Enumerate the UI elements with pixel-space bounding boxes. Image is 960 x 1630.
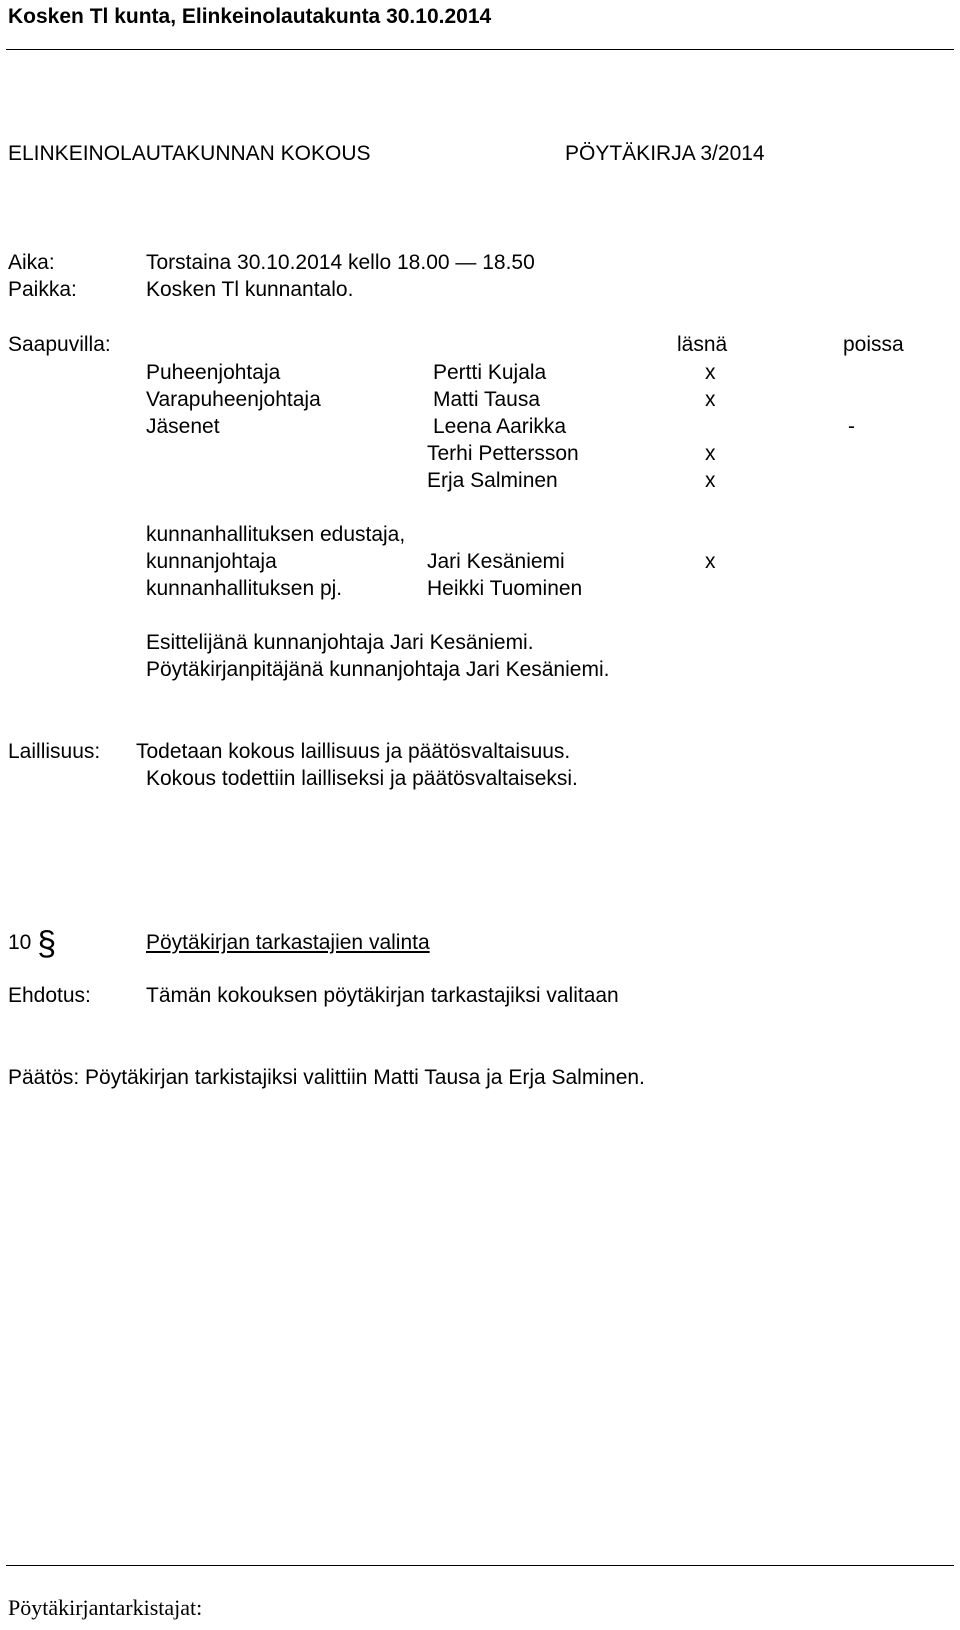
decision-text: Päätös: Pöytäkirjan tarkistajiksi valittiin Matti Tausa ja Erja Salminen. xyxy=(8,1066,645,1089)
meeting-title: ELINKEINOLAUTAKUNNAN KOKOUS xyxy=(8,142,371,165)
member-name: Leena Aarikka xyxy=(433,415,567,438)
role: kunnanjohtaja xyxy=(146,550,277,573)
present-mark: x xyxy=(705,361,716,384)
legality-line-2: Kokous todettiin lailliseksi ja päätösvaltaiseksi. xyxy=(146,767,578,790)
paikka-value: Kosken Tl kunnantalo. xyxy=(146,278,354,301)
column-present: läsnä xyxy=(677,333,728,356)
protocol-label: PÖYTÄKIRJA 3/2014 xyxy=(565,142,765,165)
attendance-label: Saapuvilla: xyxy=(8,333,111,356)
present-mark: x xyxy=(705,388,716,411)
proposal-label: Ehdotus: xyxy=(8,984,91,1007)
member-name: Pertti Kujala xyxy=(433,361,547,384)
section-sign: § xyxy=(37,925,57,963)
member-name: Matti Tausa xyxy=(433,388,540,411)
role: Varapuheenjohtaja xyxy=(146,388,321,411)
role: Jäsenet xyxy=(146,415,220,438)
legality-label: Laillisuus: xyxy=(8,740,101,763)
item-title: Pöytäkirjan tarkastajien valinta xyxy=(146,931,430,954)
aika-label: Aika: xyxy=(8,251,55,274)
proposal-text: Tämän kokouksen pöytäkirjan tarkastajiksi valitaan xyxy=(146,984,619,1007)
legality-line-1: Todetaan kokous laillisuus ja päätösvaltaisuus. xyxy=(136,740,571,763)
present-mark: x xyxy=(705,442,716,465)
presenter-line: Esittelijänä kunnanjohtaja Jari Kesäniemi. xyxy=(146,631,534,654)
column-absent: poissa xyxy=(843,333,904,356)
absent-mark: - xyxy=(848,415,855,438)
present-mark: x xyxy=(705,469,716,492)
footer-rule xyxy=(6,1565,954,1566)
member-name: Jari Kesäniemi xyxy=(427,550,565,573)
member-name: Heikki Tuominen xyxy=(427,577,583,600)
present-mark: x xyxy=(705,550,716,573)
member-name: Erja Salminen xyxy=(427,469,558,492)
role: Puheenjohtaja xyxy=(146,361,281,384)
item-number xyxy=(8,925,57,963)
footer-label: Pöytäkirjantarkistajat: xyxy=(8,1595,203,1620)
role: kunnanhallituksen pj. xyxy=(146,577,343,600)
header-rule xyxy=(6,49,954,50)
representative-label: kunnanhallituksen edustaja, xyxy=(146,523,406,546)
paikka-label: Paikka: xyxy=(8,278,77,301)
secretary-line: Pöytäkirjanpitäjänä kunnanjohtaja Jari Kesäniemi. xyxy=(146,658,610,681)
header-title: Kosken Tl kunta, Elinkeinolautakunta 30.10.2014 xyxy=(8,5,492,28)
item-number-text: 10 xyxy=(8,931,32,954)
member-name: Terhi Pettersson xyxy=(427,442,579,465)
aika-value: Torstaina 30.10.2014 kello 18.00 — 18.50 xyxy=(146,251,535,274)
